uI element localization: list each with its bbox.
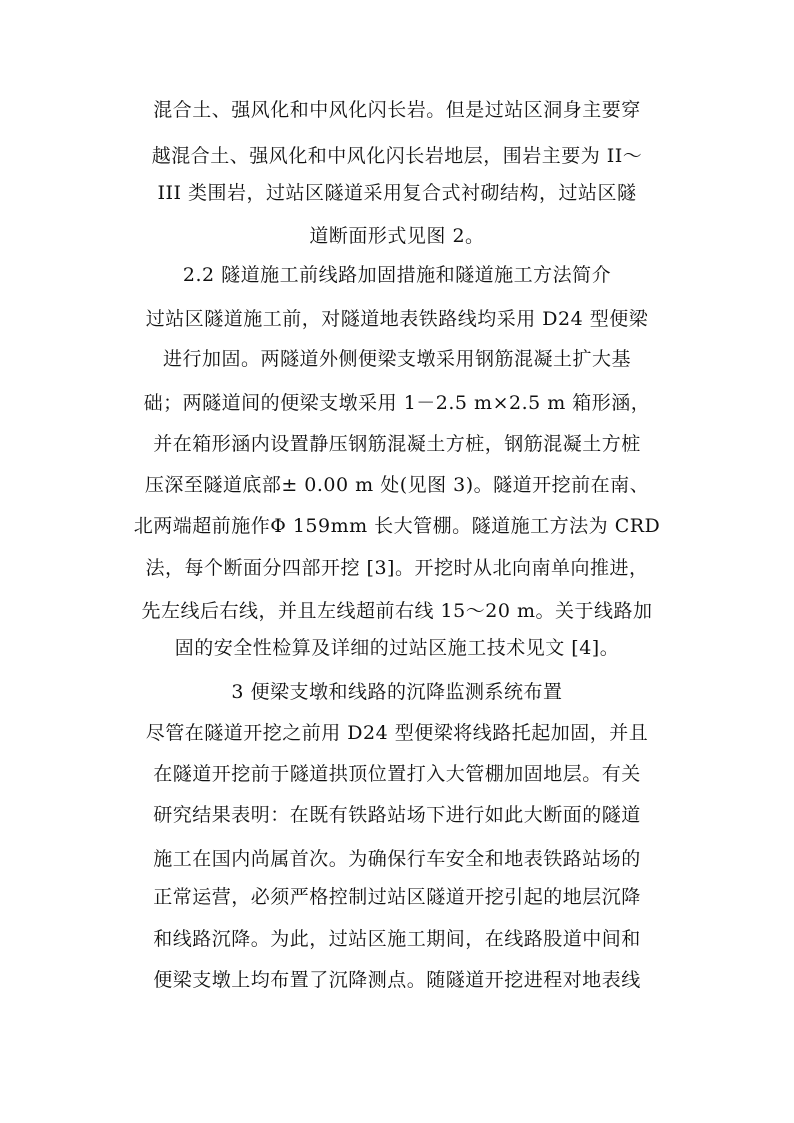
text-line: 固的安全性检算及详细的过站区施工技术见文 [4]。 — [174, 637, 620, 659]
text-line: 和线路沉降。为此，过站区施工期间，在线路股道中间和 — [153, 928, 641, 950]
text-line: 北两端超前施作Φ 159mm 长大管棚。隧道施工方法为 CRD — [133, 515, 661, 537]
text-line: 法，每个断面分四部开挖 [3]。开挖时从北向南单向推进， — [145, 557, 649, 579]
text-line: 过站区隧道施工前，对隧道地表铁路线均采用 D24 型便梁 — [145, 308, 649, 330]
text-line: III 类围岩，过站区隧道采用复合式衬砌结构，过站区隧 — [157, 182, 637, 204]
text-line: 在隧道开挖前于隧道拱顶位置打入大管棚加固地层。有关 — [153, 763, 641, 785]
text-line: 正常运营，必须严格控制过站区隧道开挖引起的地层沉降 — [153, 886, 641, 908]
text-line: 便梁支墩上均布置了沉降测点。随隧道开挖进程对地表线 — [153, 969, 641, 991]
text-line: 尽管在隧道开挖之前用 D24 型便梁将线路托起加固，并且 — [145, 722, 649, 744]
text-line: 混合土、强风化和中风化闪长岩。但是过站区洞身主要穿 — [153, 99, 641, 121]
text-line: 础；两隧道间的便梁支墩采用 1－2.5 m×2.5 m 箱形涵， — [143, 392, 651, 414]
section-heading: 2.2 隧道施工前线路加固措施和隧道施工方法简介 — [182, 264, 612, 286]
section-heading: 3 便梁支墩和线路的沉降监测系统布置 — [231, 681, 563, 703]
text-line: 越混合土、强风化和中风化闪长岩地层，围岩主要为 II～ — [151, 145, 643, 167]
text-line: 并在箱形涵内设置静压钢筋混凝土方桩，钢筋混凝土方桩 — [153, 433, 641, 455]
text-line: 施工在国内尚属首次。为确保行车安全和地表铁路站场的 — [153, 848, 641, 870]
text-line: 研究结果表明：在既有铁路站场下进行如此大断面的隧道 — [153, 804, 641, 826]
text-line: 先左线后右线，并且左线超前右线 15～20 m。关于线路加 — [141, 600, 653, 622]
text-line: 压深至隧道底部± 0.00 m 处(见图 3)。隧道开挖前在南、 — [144, 474, 650, 496]
text-line: 道断面形式见图 2。 — [309, 225, 485, 247]
text-line: 进行加固。两隧道外侧便梁支墩采用钢筋混凝土扩大基 — [162, 348, 631, 370]
